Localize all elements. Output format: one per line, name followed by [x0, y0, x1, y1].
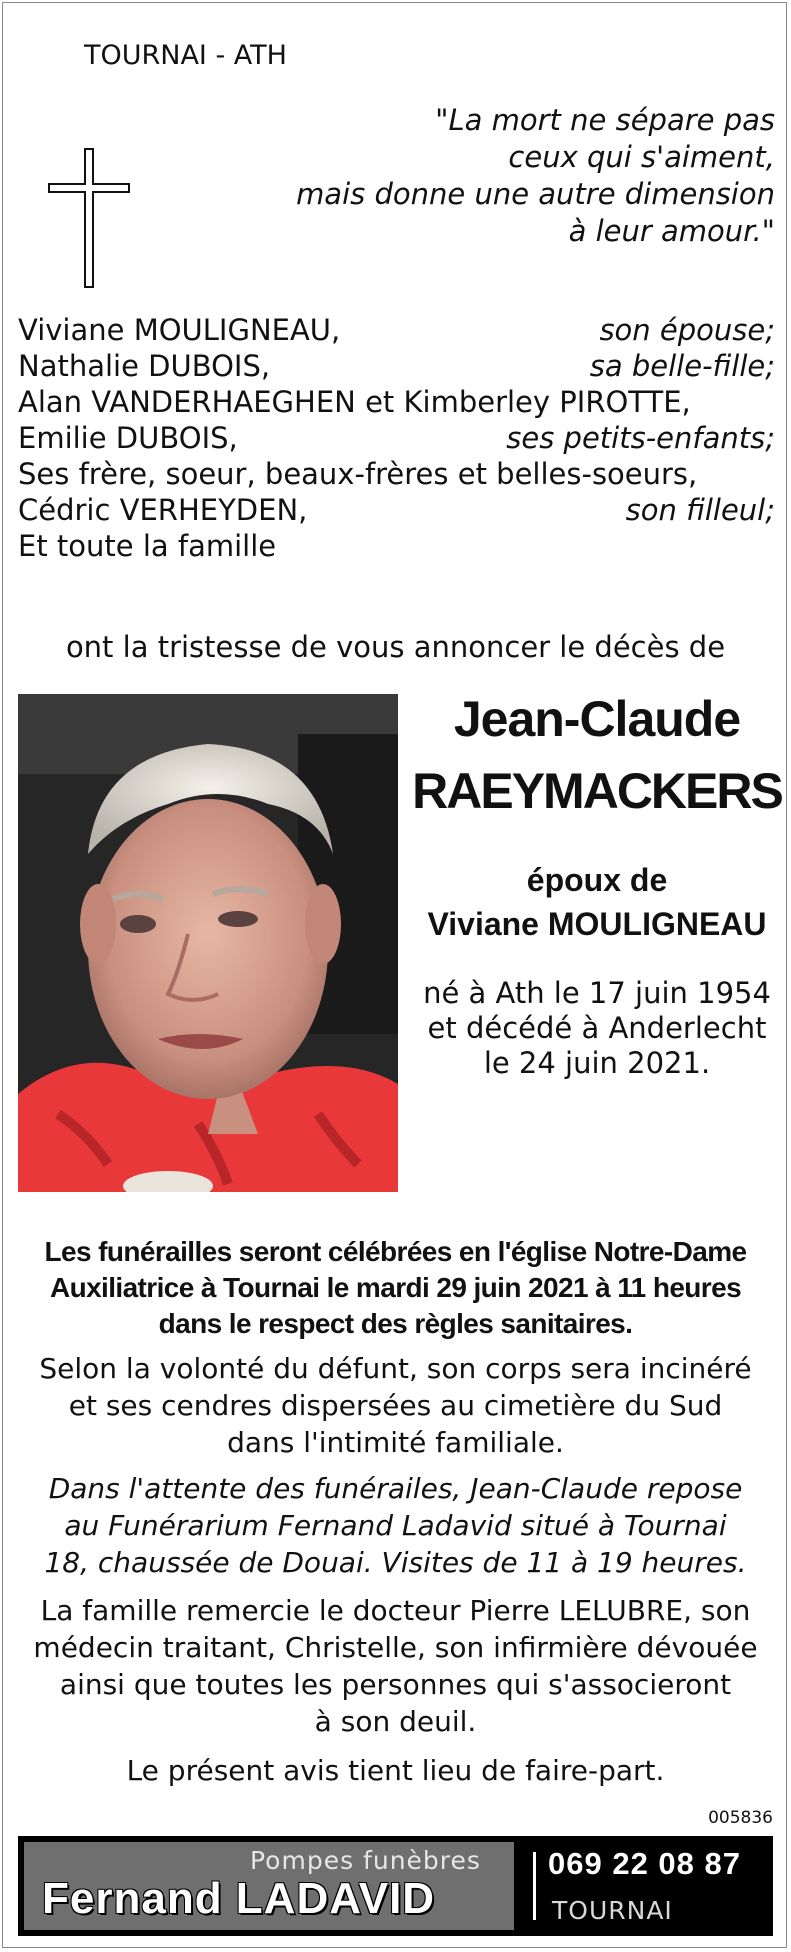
- family-row: [18, 420, 775, 456]
- family-relation: sa belle-fille;: [589, 349, 775, 383]
- thanks-line: ainsi que toutes les personnes qui s'associeront: [59, 1668, 732, 1701]
- funeral-line: Les funérailles seront célébrées en l'église Notre-Dame: [44, 1236, 747, 1267]
- family-relation: son épouse;: [599, 313, 775, 347]
- cremation-line: Selon la volonté du défunt, son corps sera incinéré: [39, 1352, 752, 1385]
- portrait-photo: [18, 694, 398, 1192]
- thanks-line: La famille remercie le docteur Pierre LELUBRE, son: [40, 1594, 751, 1627]
- announcement: ont la tristesse de vous annoncer le décès de: [65, 630, 726, 664]
- date-line: né à Ath le 17 juin 1954: [423, 976, 771, 1010]
- quote-line: ceux qui s'aiment,: [508, 140, 775, 174]
- funeral-line: dans le respect des règles sanitaires.: [158, 1308, 633, 1339]
- cremation-line: et ses cendres dispersées au cimetière du Sud: [68, 1389, 723, 1422]
- funeral-info: [0, 1234, 791, 1342]
- family-row: [18, 384, 775, 420]
- funeral-home-banner: [18, 1836, 773, 1936]
- thanks-info: [0, 1592, 791, 1740]
- family-name: Cédric VERHEYDEN,: [18, 493, 308, 527]
- quote-line: à leur amour.": [568, 214, 775, 248]
- date-line: et décédé à Anderlecht: [427, 1011, 767, 1045]
- banner-divider: [533, 1852, 536, 1920]
- deceased-first-name: Jean-Claude: [453, 691, 741, 747]
- thanks-line: à son deuil.: [314, 1705, 477, 1738]
- visitation-line: Dans l'attente des funérailes, Jean-Claude repose: [48, 1472, 743, 1505]
- quote-line: "La mort ne sépare pas: [435, 103, 775, 137]
- notice: Le présent avis tient lieu de faire-part.: [126, 1754, 665, 1787]
- spouse-name: Viviane MOULIGNEAU: [427, 906, 767, 942]
- family-name: Ses frère, soeur, beaux-frères et belles-soeurs,: [18, 457, 698, 491]
- family-list: [18, 312, 775, 564]
- funeral-line: Auxiliatrice à Tournai le mardi 29 juin 2021 à 11 heures: [49, 1272, 742, 1303]
- family-name: Et toute la famille: [18, 529, 277, 563]
- family-row: [18, 456, 775, 492]
- region-heading: TOURNAI - ATH: [84, 40, 287, 71]
- cross-icon: [48, 148, 130, 288]
- cremation-line: dans l'intimité familiale.: [227, 1426, 564, 1459]
- life-dates: [404, 976, 790, 1081]
- visitation-info: [0, 1470, 791, 1581]
- spouse-label: époux de: [526, 862, 668, 898]
- deceased-last-name: RAEYMACKERS: [412, 763, 782, 819]
- cremation-info: [0, 1350, 791, 1461]
- family-name: Alan VANDERHAEGHEN et Kimberley PIROTTE,: [18, 385, 691, 419]
- visitation-line: 18, chaussée de Douai. Visites de 11 à 19 heures.: [44, 1546, 747, 1579]
- town-label: TOURNAI: [552, 1896, 673, 1925]
- spouse-block: [404, 858, 790, 946]
- family-relation: son filleul;: [625, 493, 775, 527]
- family-name: Viviane MOULIGNEAU,: [18, 313, 341, 347]
- visitation-line: au Funérarium Fernand Ladavid situé à Tournai: [64, 1509, 727, 1542]
- date-line: le 24 juin 2021.: [483, 1046, 711, 1080]
- service-label: Pompes funèbres: [250, 1846, 481, 1875]
- reference-number: 005836: [708, 1808, 773, 1828]
- phone-number: 069 22 08 87: [548, 1846, 742, 1881]
- family-name: Nathalie DUBOIS,: [18, 349, 271, 383]
- family-relation: ses petits-enfants;: [506, 421, 775, 455]
- family-row: [18, 312, 775, 348]
- company-name: Fernand LADAVID: [42, 1874, 436, 1923]
- family-row: [18, 348, 775, 384]
- thanks-line: médecin traitant, Christelle, son infirmière dévouée: [33, 1631, 758, 1664]
- family-name: Emilie DUBOIS,: [18, 421, 238, 455]
- family-row: [18, 528, 775, 564]
- family-row: [18, 492, 775, 528]
- quote-line: mais donne une autre dimension: [296, 177, 775, 211]
- epitaph-quote: [296, 102, 775, 250]
